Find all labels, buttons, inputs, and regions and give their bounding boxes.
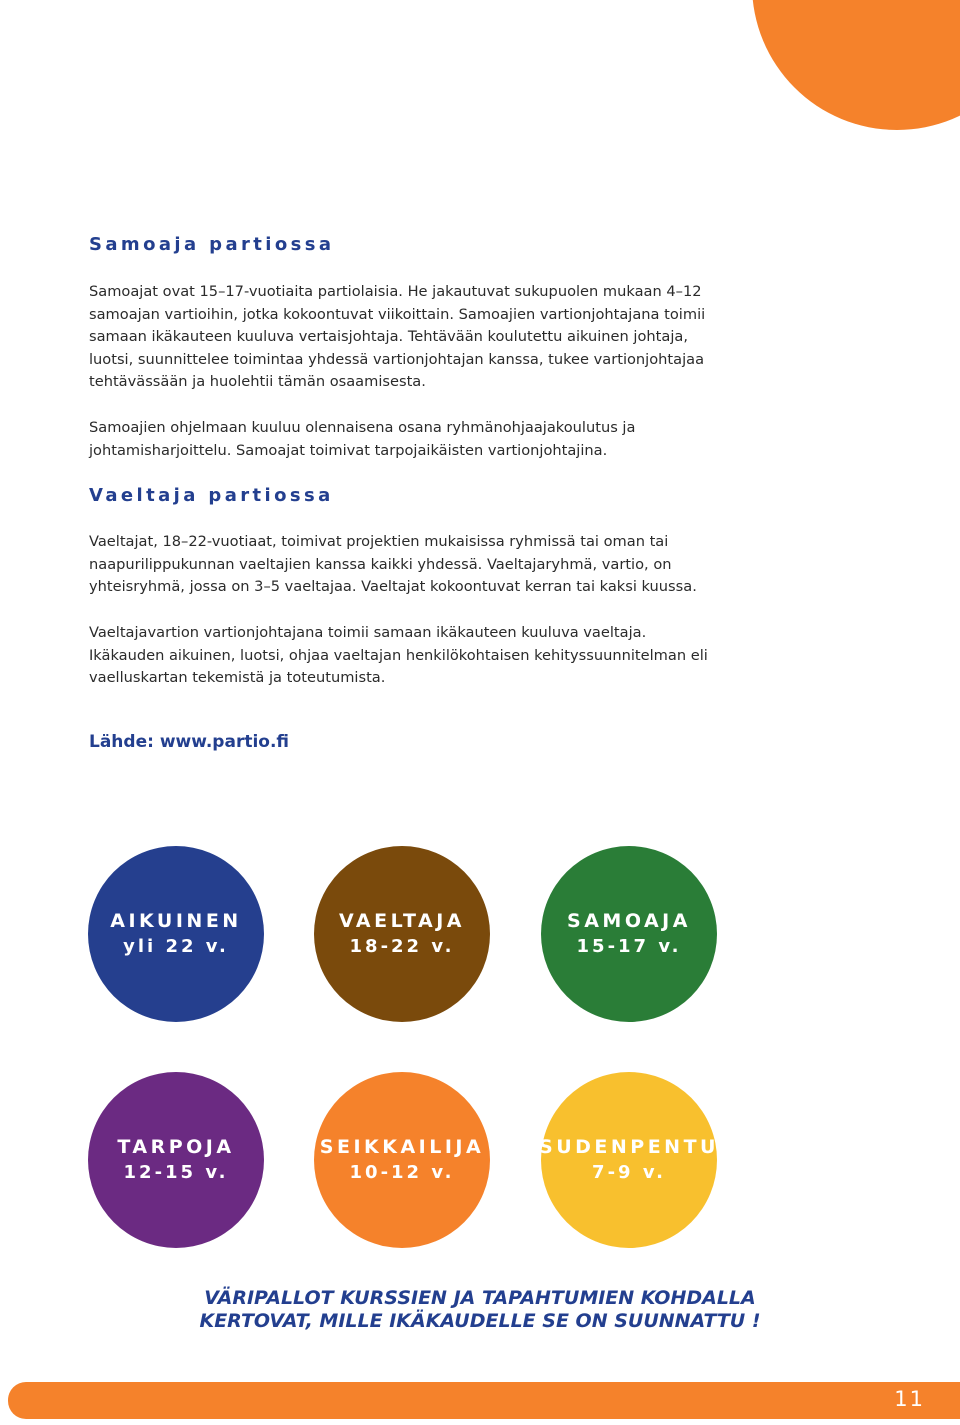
age-group-range: yli 22 v. <box>123 935 229 957</box>
section-paragraph: Samoajien ohjelmaan kuuluu olennaisena osana ryhmänohjaajakoulutus ja johtamisharjoittelu. Samoajat toimivat tarpojaikäisten vartionjohtajina. <box>89 419 636 459</box>
age-group-range: 12-15 v. <box>123 1161 229 1183</box>
age-group-ball-tarpoja <box>88 1072 264 1248</box>
age-group-ball-aikuinen <box>88 846 264 1022</box>
age-group-title: TARPOJA <box>117 1135 235 1158</box>
age-group-ball-samoaja <box>541 846 717 1022</box>
age-group-ball-sudenpentu <box>541 1072 717 1248</box>
section-heading-vaeltaja: Vaeltaja partiossa <box>89 485 334 506</box>
age-group-range: 10-12 v. <box>349 1161 455 1183</box>
age-group-title: SAMOAJA <box>567 909 691 932</box>
age-group-range: 7-9 v. <box>592 1161 666 1183</box>
color-ball-note <box>0 1287 960 1333</box>
source-reference: Lähde: www.partio.fi <box>89 732 290 752</box>
age-group-range: 18-22 v. <box>349 935 455 957</box>
age-group-ball-seikkailija <box>314 1072 490 1248</box>
note-line: VÄRIPALLOT KURSSIEN JA TAPAHTUMIEN KOHDALLA <box>204 1287 756 1309</box>
decorative-orange-circle <box>752 0 960 130</box>
age-group-title: VAELTAJA <box>338 909 466 932</box>
note-line: KERTOVAT, MILLE IKÄKAUDELLE SE ON SUUNNATTU ! <box>199 1310 761 1332</box>
section-paragraph: Samoajat ovat 15–17-vuotiaita partiolaisia. He jakautuvat sukupuolen mukaan 4–12 samoajan vartioihin, jotka kokoontuvat viikoittain. Samoajien vartionjohtajana toimii samaan ikäkauteen kuuluva vertaisjohtaja. Tehtävään koulutettu aikuinen johtaja, luotsi, suunnittelee toimintaa yhdessä vartionjohtajan kanssa, tukee vartionjohtajaa tehtävässään ja huolehtii tämän osaamisesta. <box>89 283 706 390</box>
age-group-ball-vaeltaja <box>314 846 490 1022</box>
section-paragraph: Vaeltajavartion vartionjohtajana toimii samaan ikäkauteen kuuluva vaeltaja. Ikäkauden aikuinen, luotsi, ohjaa vaeltajan henkilökohtaisen kehityssuunnitelman eli vaelluskartan tekemistä ja toteutumista. <box>89 624 708 686</box>
age-group-range: 15-17 v. <box>576 935 682 957</box>
section-paragraph: Vaeltajat, 18–22-vuotiaat, toimivat projektien mukaisissa ryhmissä tai oman tai naapurilippukunnan vaeltajien kanssa kaikki yhdessä. Vaeltajaryhmä, vartio, on yhteisryhmä, jossa on 3–5 vaeltajaa. Vaeltajat kokoontuvat kerran tai kaksi kuussa. <box>89 533 697 595</box>
age-group-title: SEIKKAILIJA <box>319 1135 485 1158</box>
age-group-title: AIKUINEN <box>110 909 242 932</box>
age-group-title: SUDENPENTU <box>539 1135 719 1158</box>
footer-bar <box>8 1382 960 1419</box>
section-heading-samoaja: Samoaja partiossa <box>89 234 335 255</box>
page-number: 11 <box>894 1387 925 1411</box>
